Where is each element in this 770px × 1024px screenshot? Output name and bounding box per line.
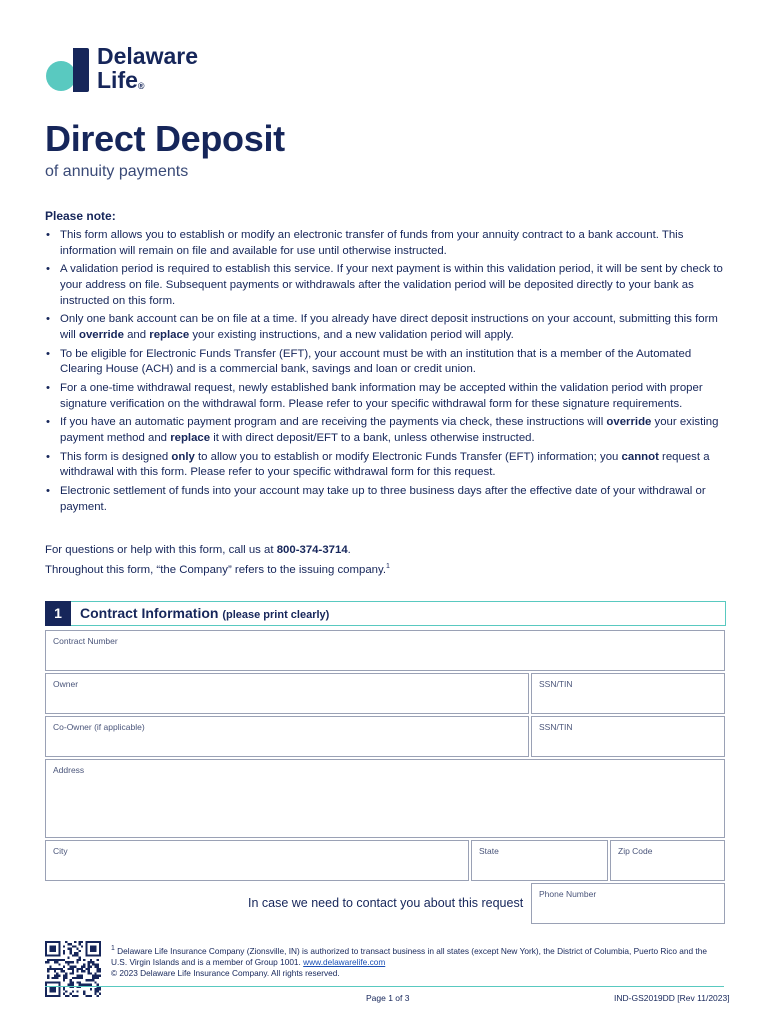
coowner-label: Co-Owner (if applicable) [53, 722, 145, 732]
note-item [45, 450, 735, 481]
address-field[interactable] [45, 759, 725, 838]
phone-label: Phone Number [539, 889, 597, 899]
note-text: and [123, 328, 150, 341]
note-text: For a one-time withdrawal request, newly established bank information may be accepted within the validation period with proper signature verification on the withdrawal form. Please refer to your specific withdrawal form for these signature requirements. [60, 382, 703, 410]
note-text: If you have an automatic payment program and are receiving the payments via check, these instructions will [60, 416, 607, 429]
page-number: Page 1 of 3 [366, 993, 410, 1003]
contract-number-field[interactable] [45, 630, 725, 671]
owner-label: Owner [53, 679, 79, 689]
logo-line1: Delaware [97, 43, 199, 69]
owner-ssn-label: SSN/TIN [539, 679, 573, 689]
section-title [80, 605, 329, 621]
note-text: This form allows you to establish or modify an electronic transfer of funds from your annuity contract to a bank account. This information will remain on file and available for use until otherwise instructed. [60, 229, 684, 257]
contact-message: In case we need to contact you about this request [248, 896, 524, 910]
section-title-note: (please print clearly) [222, 609, 330, 621]
note-item [45, 415, 735, 446]
note-text: A validation period is required to establish this service. If your next payment is within this validation period, it will be sent by check to your address on file. Subsequent payments or withdrawals after the validation period will be deposited directly to your bank as instructed on this form. [60, 263, 723, 307]
note-text: Electronic settlement of funds into your account may take up to three business days after the effective date of your withdrawal or payment. [60, 485, 706, 513]
note-text: to allow you to establish or modify Electronic Funds Transfer (EFT) information; you [194, 450, 622, 463]
note-text: request a withdrawal with this form. Please refer to your specific withdrawal form for this request. [60, 450, 710, 479]
owner-field[interactable] [45, 673, 529, 714]
coowner-ssn-label: SSN/TIN [539, 722, 573, 732]
note-item [45, 228, 735, 259]
page-title: Direct Deposit [45, 118, 285, 159]
note-item [45, 312, 735, 343]
address-label: Address [53, 765, 85, 775]
zip-field[interactable] [610, 840, 725, 881]
contact-info [45, 543, 390, 578]
note-text: To be eligible for Electronic Funds Transfer (EFT), your account must be with an institution that is a member of the Automated Clearing House (ACH) and is a commercial bank, savings and loan or credit union. [60, 347, 692, 376]
footnote-number: 1 [111, 945, 115, 952]
coowner-field[interactable] [45, 716, 529, 757]
footnote-text: Delaware Life Insurance Company (Zionsville, IN) is authorized to transact business in all states (except New York), the District of Columbia, Puerto Rico and the U.S. Virgin Islands and is a member of Group 1001. [111, 945, 707, 967]
note-emphasis: replace [149, 328, 190, 341]
contract-number-label: Contract Number [53, 636, 118, 646]
owner-ssn-field[interactable] [531, 673, 725, 714]
note-text: your existing payment method and [60, 416, 719, 445]
note-text: Only one bank account can be on file at a time. If you already have direct deposit instructions on your account, submitting this form will [60, 313, 718, 341]
note-text: it with direct deposit/EFT to a bank, unless otherwise instructed. [210, 432, 535, 445]
company-logo [97, 44, 198, 92]
note-text: your existing instructions, and a new validation period will apply. [189, 328, 514, 341]
notes-list [45, 228, 735, 519]
note-emphasis: override [78, 328, 124, 341]
company-definition: Throughout this form, “the Company” refers to the issuing company. [45, 563, 387, 576]
zip-label: Zip Code [618, 846, 653, 856]
logo-line2: Life [97, 67, 138, 93]
state-field[interactable] [471, 840, 608, 881]
qr-code-icon [45, 941, 101, 997]
state-label: State [479, 846, 499, 856]
phone-number: 800-374-3714 [276, 544, 348, 556]
footnote-ref: 1 [386, 562, 390, 570]
city-label: City [53, 846, 68, 856]
contact-suffix: . [347, 544, 351, 556]
note-emphasis: cannot [621, 450, 659, 463]
city-field[interactable] [45, 840, 469, 881]
copyright: © 2023 Delaware Life Insurance Company. All rights reserved. [111, 968, 340, 978]
note-item [45, 262, 735, 309]
page-subtitle: of annuity payments [45, 163, 189, 180]
footnote [111, 943, 723, 968]
logo-bar-icon [73, 48, 89, 92]
phone-field[interactable] [531, 883, 725, 924]
form-id: IND-GS2019DD [Rev 11/2023] [614, 993, 730, 1003]
footer-divider [45, 986, 724, 987]
note-item [45, 381, 735, 412]
note-label: Please note: [45, 209, 116, 223]
section-number: 1 [45, 601, 71, 626]
note-item [45, 484, 735, 515]
contact-prefix: For questions or help with this form, call us at [45, 544, 277, 556]
logo-circle-icon [46, 61, 76, 91]
note-text: This form is designed [60, 450, 172, 463]
registered-mark: ® [137, 81, 145, 91]
note-emphasis: only [171, 450, 195, 463]
note-item [45, 347, 735, 378]
note-emphasis: replace [170, 432, 211, 445]
section-title-text: Contract Information [80, 605, 219, 621]
note-emphasis: override [606, 416, 652, 429]
website-link[interactable]: www.delawarelife.com [303, 956, 386, 967]
coowner-ssn-field[interactable] [531, 716, 725, 757]
